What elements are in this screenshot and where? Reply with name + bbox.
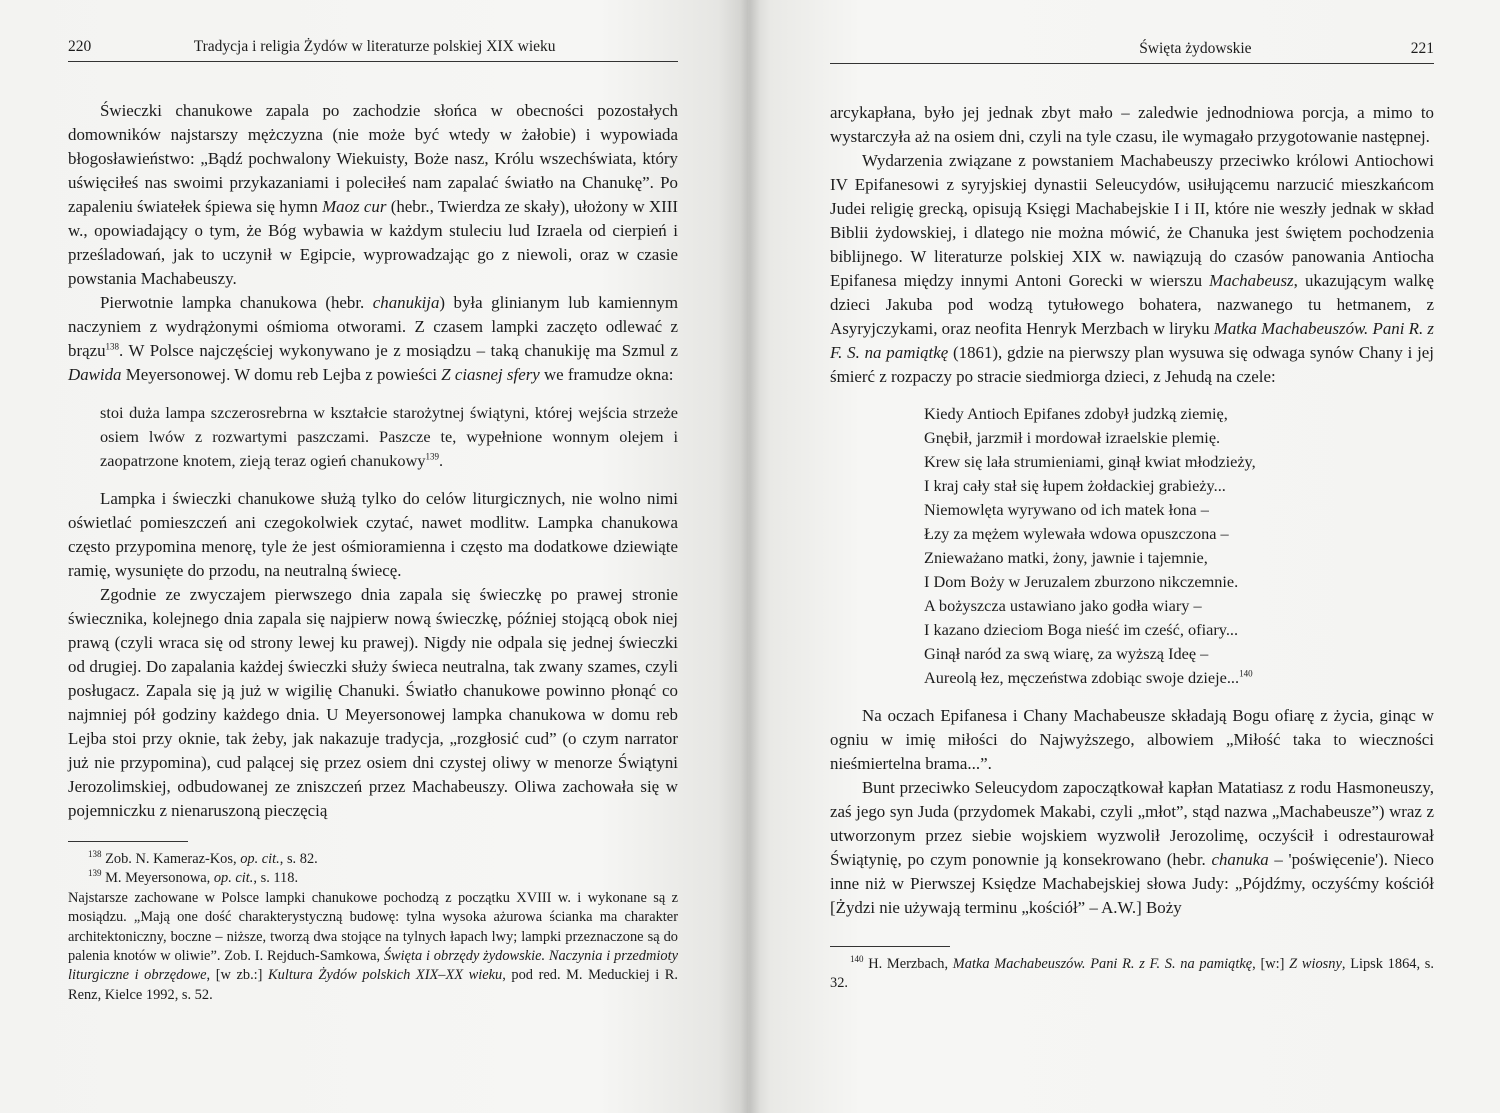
verse-line-last xyxy=(924,666,1434,690)
footnote-139 xyxy=(68,869,678,888)
text-run: , ukazującym walkę dzieci Jakuba pod wodzą tytułowego bohatera, nazwanego tu hetmanem, z Asyryjczykami, oraz neofita Henryk Merzbach w liryku xyxy=(830,271,1434,338)
footnote-138 xyxy=(68,850,678,869)
right-page xyxy=(748,0,1500,1113)
left-page xyxy=(0,0,748,1113)
right-paragraph-2 xyxy=(830,149,1434,389)
verse-text: Aureolą łez, męczeństwa zdobiąc swoje dzieje... xyxy=(924,668,1240,687)
verse-line: A bożyszcza ustawiano jako godła wiary – xyxy=(924,596,1202,615)
text-run: we framudze okna: xyxy=(539,365,674,384)
footnote-ref: 138 xyxy=(105,341,120,352)
right-body-text xyxy=(830,101,1434,920)
text-run: Bunt przeciwko Seleucydom zapoczątkował kapłan Matatiasz z rodu Hasmoneuszy, zaś jego syn Juda (przydomek Makabi, czyli „młot”, stąd nazwa „Machabeusze”) wraz z utworzonym przez siebie wojskiem wyzwolił Jerozolimę, oczyścił i odrestaurował Świątynię, po czym ponownie ją konsekrowano (hebr. xyxy=(830,778,1434,869)
text-run: Wydarzenia związane z powstaniem Machabeuszy przeciwko królowi Antiochowi IV Epifanesowi z syryjskiej dynastii Seleucydów, usiłującemu narzucić mieszkańcom Judei religię grecką, opisują Księgi Machabejskie I i II, które nie weszły jednak w skład Biblii żydowskiej, i dlatego nie można mówić, że Chanuka jest świętem pochodzenia biblijnego. W literaturze polskiej XIX w. nawiązują do czasów panowania Antiocha Epifanesa między innymi Antoni Gorecki w wierszu xyxy=(830,151,1434,290)
right-paragraph-3: Na oczach Epifanesa i Chany Machabeusze składają Bogu ofiarę z życia, ginąc w ogniu w imię miłości do Najwyższego, albowiem „Miłość taka to wieczności nieśmiertelna brama...”. xyxy=(830,706,1434,773)
verse-line: I kraj cały stał się łupem żołdackiej grabieży... xyxy=(924,476,1226,495)
left-paragraph-3: Lampka i świeczki chanukowe służą tylko do celów liturgicznych, nie wolno nimi oświetlać pomieszczeń ani czegokolwiek czytać, nawet modlitw. Lampka chanukowa często przypomina menorę, tyle że jest ośmioramienna i często ma dodatkowe dziewiąte ramię, wysunięte do przodu, na neutralną świecę. xyxy=(68,489,678,580)
italic-title: Kultura Żydów polskich XIX–XX wieku xyxy=(268,967,503,984)
text-run: , [w:] xyxy=(1252,956,1290,972)
footnote-139-continuation xyxy=(68,889,678,1005)
italic-term: op. cit. xyxy=(213,870,254,887)
text-run: , [w zb.:] xyxy=(206,967,269,984)
italic-title: Matka Machabeuszów. Pani R. z F. S. na pamiątkę xyxy=(830,319,1434,362)
italic-title: Święta i obrzędy żydowskie. Naczynia i przedmioty liturgiczne i obrzędowe xyxy=(68,948,678,984)
poem-verse xyxy=(924,402,1434,690)
text-run: (hebr., Twierdza ze skały), ułożony w XIII w., opowiadający o tym, że Bóg wybawia w każdym stuleciu lud Izraela od cierpień i prześladowań, jak to uczynił w Egipcie, wyprowadzając go z niewoli, oraz w czasie powstania Machabeuszy. xyxy=(68,197,678,288)
left-body-text xyxy=(68,99,678,823)
italic-term: Maoz cur xyxy=(322,197,387,216)
verse-line: Znieważano matki, żony, jawnie i tajemnie, xyxy=(924,548,1208,567)
text-run: – 'poświęcenie'). Nieco inne niż w Pierwszej Księdze Machabejskiej słowa Judy: „Pójdźmy, oczyśćmy kościół [Żydzi nie używają terminu „kościół” – A.W.] Boży xyxy=(830,850,1435,917)
italic-title: Machabeusz xyxy=(1209,271,1294,290)
text-run: Świeczki chanukowe zapala po zachodzie słońca w obecności pozostałych domowników najstarszy mężczyzna (nie może być wtedy w żałobie) i wypowiada błogosławieństwo: „Bądź pochwalony Wiekuisty, Boże nasz, Królu wszechświata, który uświęciłeś nas swoimi przykazaniami i poleciłeś nam zapalać światło na Chanukę”. Po zapaleniu światełek śpiewa się hymn xyxy=(68,101,678,216)
verse-line: Krew się lała strumieniami, ginął kwiat młodzieży, xyxy=(924,452,1256,471)
footnote-number: 140 xyxy=(850,954,864,965)
footnote-ref: 139 xyxy=(425,451,439,462)
right-running-title: Święta żydowskie xyxy=(1139,40,1252,57)
right-page-number: 221 xyxy=(1410,40,1434,57)
left-footnote-rule xyxy=(68,841,188,842)
italic-title: Z wiosny xyxy=(1289,956,1342,972)
text-run: . W Polsce najczęściej wykonywano je z mosiądzu – taką chanukiję ma Szmul z xyxy=(119,341,678,360)
verse-line: I kazano dzieciom Boga nieść im cześć, ofiary... xyxy=(924,620,1239,639)
left-running-head xyxy=(68,38,678,62)
verse-line: Ginął naród za swą wiarę, za wyższą Ideę – xyxy=(924,644,1209,663)
italic-term: chanukija xyxy=(372,293,440,312)
footnote-number: 139 xyxy=(88,868,102,879)
text-run: ) była glinianym lub kamiennym naczyniem z wydrążonymi ośmioma otworami. Z czasem lampki zaczęto odlewać z brązu xyxy=(68,293,678,360)
right-running-head xyxy=(830,40,1434,64)
italic-title: Dawida xyxy=(68,365,122,384)
right-footnotes xyxy=(830,955,1434,994)
text-run: Zob. N. Kameraz-Kos, xyxy=(105,851,241,867)
right-paragraph-1: arcykapłana, było jej jednak zbyt mało – zaledwie jednodniowa porcja, a mimo to wystarczyła aż na osiem dni, czyli na tyle czasu, ile wymagało przygotowanie następnej. xyxy=(830,103,1434,146)
verse-line: Niemowlęta wyrywano od ich matek łona – xyxy=(924,500,1209,519)
verse-line: Łzy za mężem wylewała wdowa opuszczona – xyxy=(924,524,1229,543)
left-running-title: Tradycja i religia Żydów w literaturze polskiej XIX wieku xyxy=(193,38,556,55)
quote-text: . xyxy=(438,451,444,470)
footnote-ref: 140 xyxy=(1239,668,1253,679)
text-run: M. Meyersonowa, xyxy=(105,870,214,887)
italic-term: chanuka xyxy=(1211,850,1269,869)
text-run: , pod red. M. Meduckiej i R. Renz, Kielce 1992, s. 52. xyxy=(68,967,678,1003)
left-footnotes xyxy=(68,850,678,1005)
quote-text: stoi duża lampa szczerosrebrna w kształcie starożytnej świątyni, której wejścia strzeże osiem lwów z rozwartymi paszczami. Paszcze te, wypełnione wonnym olejem i zaopatrzone knotem, zieją teraz ogień chanukowy xyxy=(100,403,678,470)
verse-line: I Dom Boży w Jeruzalem zburzono nikczemnie. xyxy=(924,572,1239,591)
footnote-number: 138 xyxy=(88,849,102,860)
text-run: , Lipsk 1864, s. 32. xyxy=(830,956,1434,992)
left-page-number: 220 xyxy=(68,38,92,55)
text-run: H. Merzbach, xyxy=(863,956,953,972)
text-run: , s. 82. xyxy=(279,851,318,867)
text-run: Meyersonowej. W domu reb Lejba z powieści xyxy=(121,365,442,384)
left-paragraph-1 xyxy=(68,99,678,291)
text-run: (1861), gdzie na pierwszy plan wysuwa się odwaga synów Chany i jej śmierć z rozpaczy po stracie siedmiorga dzieci, z Jehudą na czele: xyxy=(830,343,1434,386)
text-run: Najstarsze zachowane w Polsce lampki chanukowe pochodzą z początku XVIII w. i wykonane są z mosiądzu. „Mają one dość charakterystyczną budowę: tylna wysoka ażurowa ścianka ma charakter architektoniczny, boczne – niższe, tworzą dwa stojące na tylnych łapach lwy; lampki przeznaczone są do palenia knotów w oliwie”. Zob. I. Rejduch-Samkowa, xyxy=(68,889,678,965)
footnote-140 xyxy=(830,955,1434,994)
left-paragraph-2 xyxy=(68,291,678,387)
italic-title: Matka Machabeuszów. Pani R. z F. S. na pamiątkę xyxy=(952,956,1253,972)
right-paragraph-4 xyxy=(830,776,1434,920)
right-footnote-rule xyxy=(830,946,950,947)
left-block-quote xyxy=(100,401,678,473)
left-paragraph-4: Zgodnie ze zwyczajem pierwszego dnia zapala się świeczkę po prawej stronie świecznika, kolejnego dnia zapala się najpierw nową świeczkę, później stojącą obok niej prawą (czyli wraca się od strony lewej ku prawej). Nigdy nie odpala się jednej świeczki od drugiej. Do zapalania każdej świeczki służy świeca neutralna, tak zwany szames, czyli posługacz. Zapala się ją już w wigilię Chanuki. Światło chanukowe powinno płonąć co najmniej pół godziny każdego dnia. U Meyersonowej lampka chanukowa w domu reb Lejba stoi przy oknie, tak żeby, jak nakazuje tradycja, „rozgłosić cud” (o czym narrator już nie przypomina), cud palącej się przez osiem dni czystej oliwy w menorze Świątyni Jerozolimskiej, odbudowanej ze zniszczeń przez Machabeuszy. Oliwa zachowała się w pojemniczku z nienaruszoną pieczęcią xyxy=(68,585,678,820)
italic-term: op. cit. xyxy=(240,851,280,867)
text-run: Pierwotnie lampka chanukowa (hebr. xyxy=(100,293,373,312)
verse-line: Kiedy Antioch Epifanes zdobył judzką ziemię, xyxy=(924,404,1228,423)
italic-title: Z ciasnej sfery xyxy=(441,365,540,384)
text-run: , s. 118. xyxy=(253,870,299,887)
verse-line: Gnębił, jarzmił i mordował izraelskie plemię. xyxy=(924,428,1221,447)
